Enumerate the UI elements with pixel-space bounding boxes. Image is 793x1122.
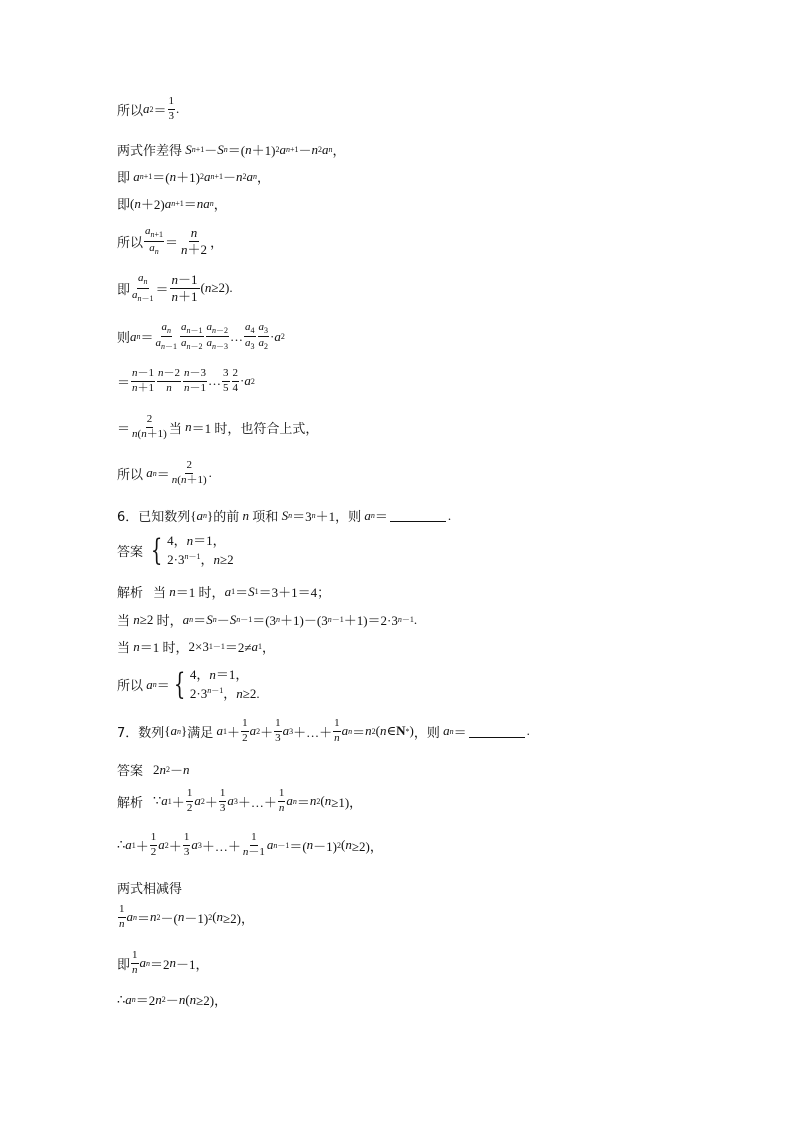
text-label: 则 — [117, 331, 131, 347]
analysis-label: 解析 — [117, 586, 144, 601]
answer-blank — [390, 509, 446, 522]
line-a2: 所以 a 2 ＝ $\frac{1}{3}$ . — [117, 95, 180, 122]
problem-6-answer: 答案 { 4，n＝1， $2\cdot 3^{n-1}$，n≥2 — [117, 532, 234, 568]
problem-7-answer: 答案 2 n 2 － n — [117, 761, 190, 779]
text-label: 当 — [117, 614, 131, 629]
line-ratio: 所以 $\frac{a_{n+1}}{a_n}$ ＝ $\frac{n}{n+2}$ ， — [117, 225, 224, 257]
problem-6-stem: 6．已知数列 { a n } 的前 n 项和 S n ＝3 n ＋1 ，则 a n ＝ . — [117, 507, 452, 525]
text-label: ，则 — [413, 725, 440, 741]
text-label: 当 — [117, 641, 131, 656]
answer-label: 答案 — [117, 545, 144, 561]
text-label: 当 — [153, 586, 167, 601]
problem-6-analysis-3: 当 n ＝1 时， 2×3 1－1 ＝2≠ a 1 ， — [117, 638, 276, 656]
text-label: 7．数列 — [117, 725, 165, 741]
line-conclusion: 所以 a n ＝ $\frac{2}{n(n+1)}$ . — [117, 459, 212, 486]
text-label: 即 — [117, 198, 131, 213]
text-label: 两式作差得 — [117, 144, 183, 159]
analysis-label: 解析 — [117, 795, 144, 811]
problem-7-analysis-3: $\frac{1}{n}$ a n ＝ n 2 －( n －1) 2 ( n ≥2)， — [119, 903, 255, 930]
text-label: 6．已知数列 — [117, 510, 191, 525]
line-product: 则 a n ＝ $\frac{a_n}{a_{n-1}}$ $\frac{a_{n-1}}{a_{n-2}}$ $\frac{a_{n-2}}{a_{n-3}}$ … $\frac{a_4}{a_3}$ $\frac{a_3}{a_2}$ · a 2 — [117, 321, 285, 352]
answer-label: 答案 — [117, 764, 144, 779]
line-ji-1: 即 a n+1 ＝( n ＋1) 2 a n+1 － n 2 a n ， — [117, 168, 271, 186]
text-label: 时， — [162, 641, 189, 656]
text-label: 时， — [198, 586, 225, 601]
text-label: 的前 — [213, 510, 240, 525]
problem-6-conclusion: 所以 a n ＝ { 4，n＝1， $2\cdot 3^{n-1}$，n≥2. — [117, 666, 260, 702]
text-label: 时， — [156, 614, 183, 629]
problem-6-analysis-2: 当 n ≥2 时， a n ＝ S n － S n－1 ＝(3 n ＋1)－(3 n－1 ＋1)＝2·3 n－1 . — [117, 611, 418, 629]
text-label: 所以 — [117, 679, 144, 695]
text-label: 两式相减得 — [117, 882, 183, 897]
problem-7-analysis-4: 即 $\frac{1}{n}$ a n ＝2 n －1， — [117, 949, 209, 976]
text-label: 即 — [117, 282, 131, 298]
text-label: ，则 — [335, 510, 362, 525]
text-label: 所以 — [117, 235, 144, 251]
text-label: 项和 — [252, 510, 279, 525]
line-ji-2: 即 ( n ＋2) a n+1 ＝ n a n ， — [117, 195, 227, 213]
problem-7-analysis-2: ∴ a 1 ＋ $\frac{1}{2}$ a 2 ＋ $\frac{1}{3}$ a 3 ＋…＋ $\frac{1}{n-1}$ a n－1 ＝( n －1) 2 ( n ≥2)， — [117, 831, 383, 858]
problem-7-subtract — [117, 878, 182, 897]
text-label: 即 — [117, 171, 131, 186]
line-difference: 两式作差得 S n+1 － S n ＝( n ＋1) 2 a n+1 － n 2 a n ， — [117, 141, 346, 159]
problem-7-stem: 7．数列 { a n } 满足 a 1 ＋ $\frac{1}{2}$ a 2 ＋ $\frac{1}{3}$ a 3 ＋…＋ $\frac{1}{n}$ a n ＝ n 2 ( n ∈ N * ) ，则 a n ＝ . — [117, 717, 530, 744]
problem-6-analysis-1: 解析 当 n ＝1 时， a 1 ＝ S 1 ＝3＋1＝4； — [117, 583, 331, 601]
problem-7-conclusion: ∴ a n ＝2 n 2 － n ( n ≥2)， — [117, 991, 228, 1008]
text-label: 当 — [168, 421, 182, 437]
problem-7-analysis-1: 解析 ∵ a 1 ＋ $\frac{1}{2}$ a 2 ＋ $\frac{1}{3}$ a 3 ＋…＋ $\frac{1}{n}$ a n ＝ n 2 ( n ≥1)， — [117, 787, 363, 814]
answer-blank — [469, 725, 525, 738]
text-label: 所以 — [117, 467, 144, 483]
line-ratio-2: 即 $\frac{a_n}{a_{n-1}}$ ＝ $\frac{n-1}{n+1}$ ( n ≥2). — [117, 272, 233, 304]
line-result: ＝ $\frac{2}{n(n+1)}$ 当 n ＝1 时，也符合上式， — [117, 413, 319, 440]
text-label: 所以 — [117, 103, 144, 119]
line-product-2: ＝ $\frac{n-1}{n+1}$ $\frac{n-2}{n}$ $\frac{n-3}{n-1}$ … $\frac{3}{5}$ $\frac{2}{4}$ · a 2 — [117, 367, 255, 394]
text-label: 时，也符合上式， — [214, 421, 319, 437]
text-label: 即 — [117, 957, 131, 973]
text-label: 满足 — [187, 725, 214, 741]
